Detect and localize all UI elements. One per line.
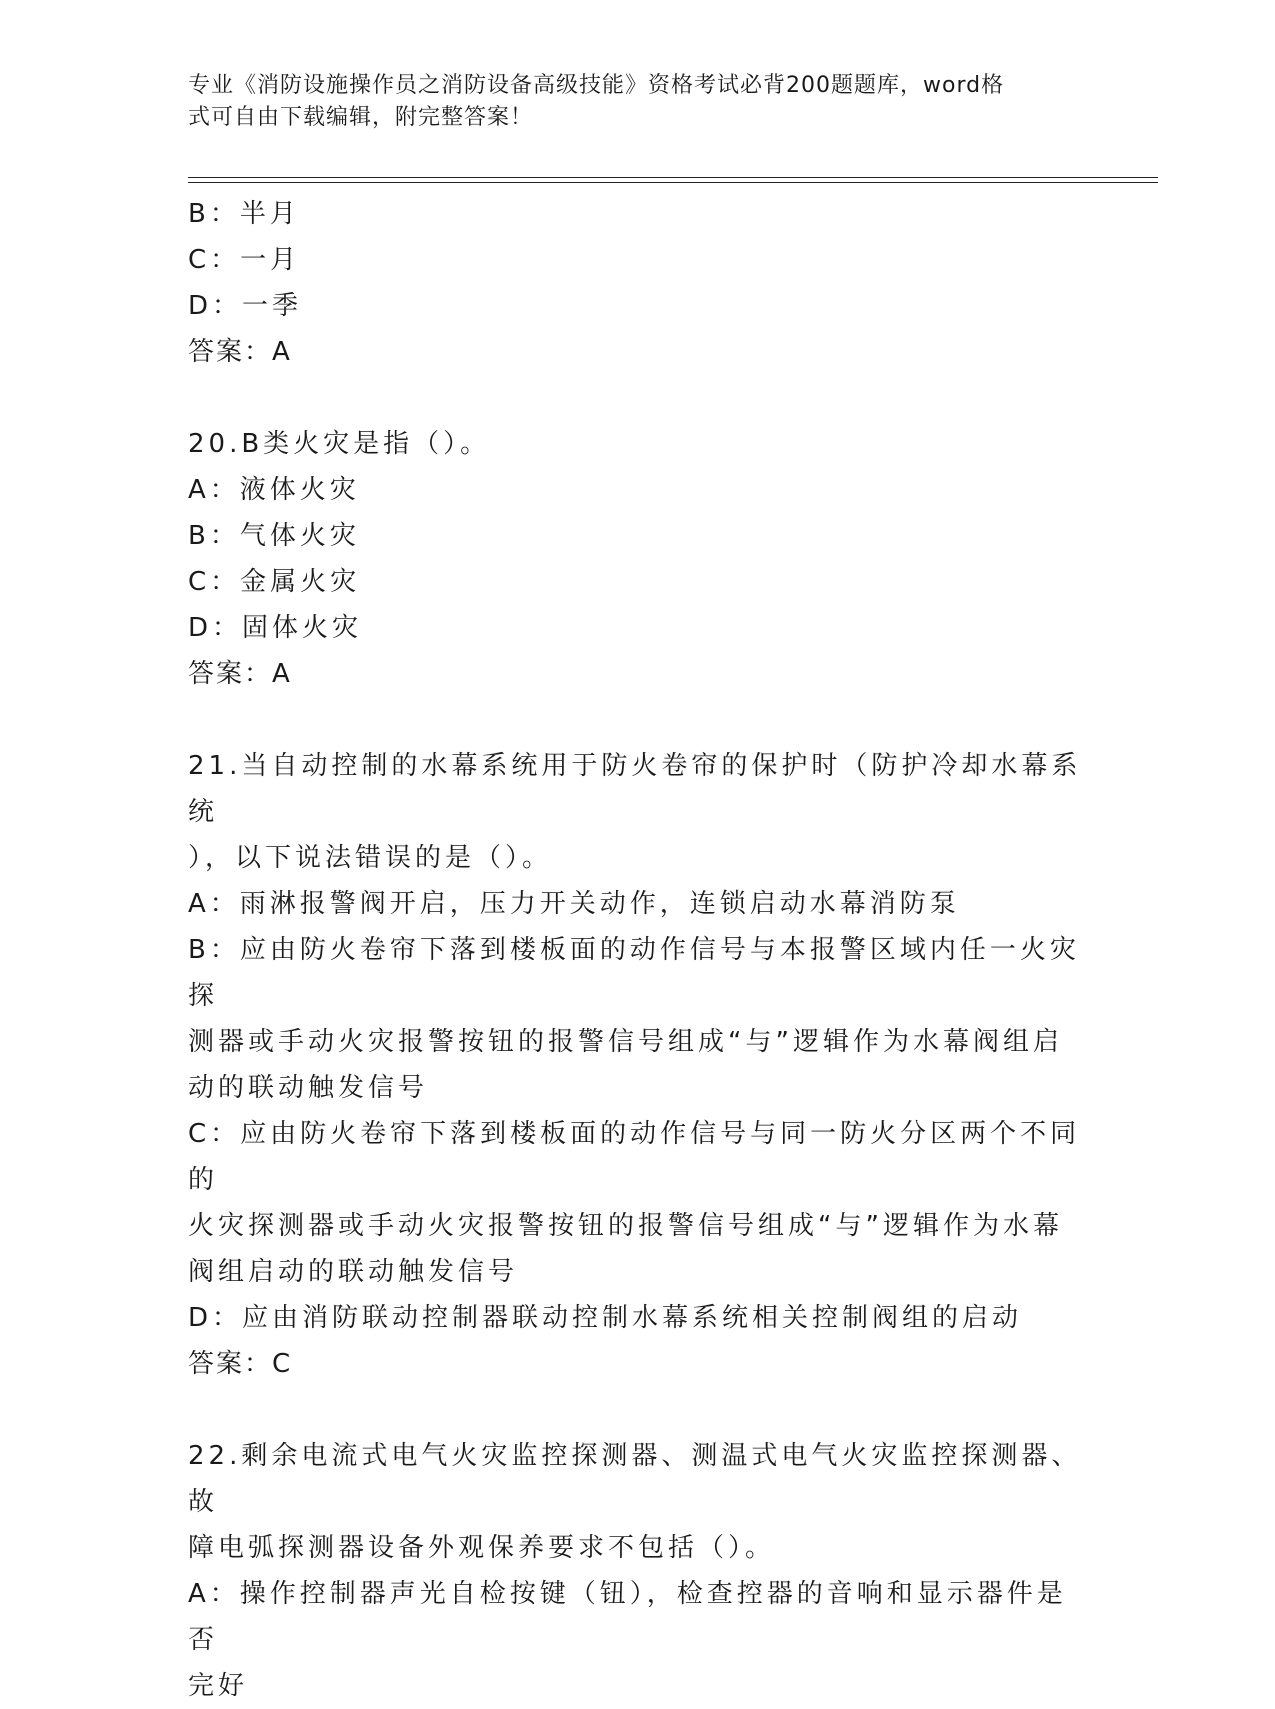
option-b: B：气体火灾 <box>188 521 360 551</box>
question-stem-line: 障电弧探测器设备外观保养要求不包括（）。 <box>188 1533 776 1563</box>
header-line-1: 专业《消防设施操作员之消防设备高级技能》资格考试必背200题题库，word格 <box>188 73 1005 98</box>
question-stem-line: 21.当自动控制的水幕系统用于防火卷帘的保护时（防护冷却水幕系统 <box>188 751 1082 827</box>
option-d: D：固体火灾 <box>188 613 363 643</box>
question-content <box>188 191 1088 1709</box>
option-b: B：半月 <box>188 199 300 229</box>
option-c: C：一月 <box>188 245 301 275</box>
question-stem-line: ），以下说法错误的是（）。 <box>188 843 553 873</box>
question-stem-line: 22.剩余电流式电气火灾监控探测器、测温式电气火灾监控探测器、故 <box>188 1441 1082 1517</box>
option-a: A：雨淋报警阀开启，压力开关动作，连锁启动水幕消防泵 <box>188 889 960 919</box>
option-b-line: 测器或手动火灾报警按钮的报警信号组成“与”逻辑作为水幕阀组启 <box>188 1027 1063 1057</box>
option-c: C：金属火灾 <box>188 567 361 597</box>
option-c-line: 阀组启动的联动触发信号 <box>188 1257 519 1287</box>
header-divider-top <box>188 177 1158 178</box>
option-a-line: 完好 <box>188 1671 249 1701</box>
header-divider-bottom <box>188 182 1158 183</box>
option-b-line: 动的联动触发信号 <box>188 1073 429 1103</box>
answer: 答案：C <box>188 1349 293 1379</box>
question-21 <box>188 743 1088 1387</box>
spacer <box>188 697 1088 743</box>
question-stem: 20.B类火灾是指（）。 <box>188 429 491 459</box>
question-22 <box>188 1433 1088 1709</box>
question-19 <box>188 191 1088 375</box>
option-a: A：液体火灾 <box>188 475 360 505</box>
header-line-2: 式可自由下载编辑，附完整答案！ <box>188 105 534 130</box>
option-c-line: C：应由防火卷帘下落到楼板面的动作信号与同一防火分区两个不同的 <box>188 1119 1081 1195</box>
option-a-line: A：操作控制器声光自检按键（钮），检查控器的音响和显示器件是否 <box>188 1579 1067 1655</box>
question-20 <box>188 421 1088 697</box>
option-c-line: 火灾探测器或手动火灾报警按钮的报警信号组成“与”逻辑作为水幕 <box>188 1211 1063 1241</box>
option-d: D：一季 <box>188 291 303 321</box>
answer: 答案：A <box>188 659 292 689</box>
answer: 答案：A <box>188 337 292 367</box>
spacer <box>188 375 1088 421</box>
document-header <box>188 70 1068 134</box>
option-b-line: B：应由防火卷帘下落到楼板面的动作信号与本报警区域内任一火灾探 <box>188 935 1080 1011</box>
spacer <box>188 1387 1088 1433</box>
option-d: D：应由消防联动控制器联动控制水幕系统相关控制阀组的启动 <box>188 1303 1023 1333</box>
